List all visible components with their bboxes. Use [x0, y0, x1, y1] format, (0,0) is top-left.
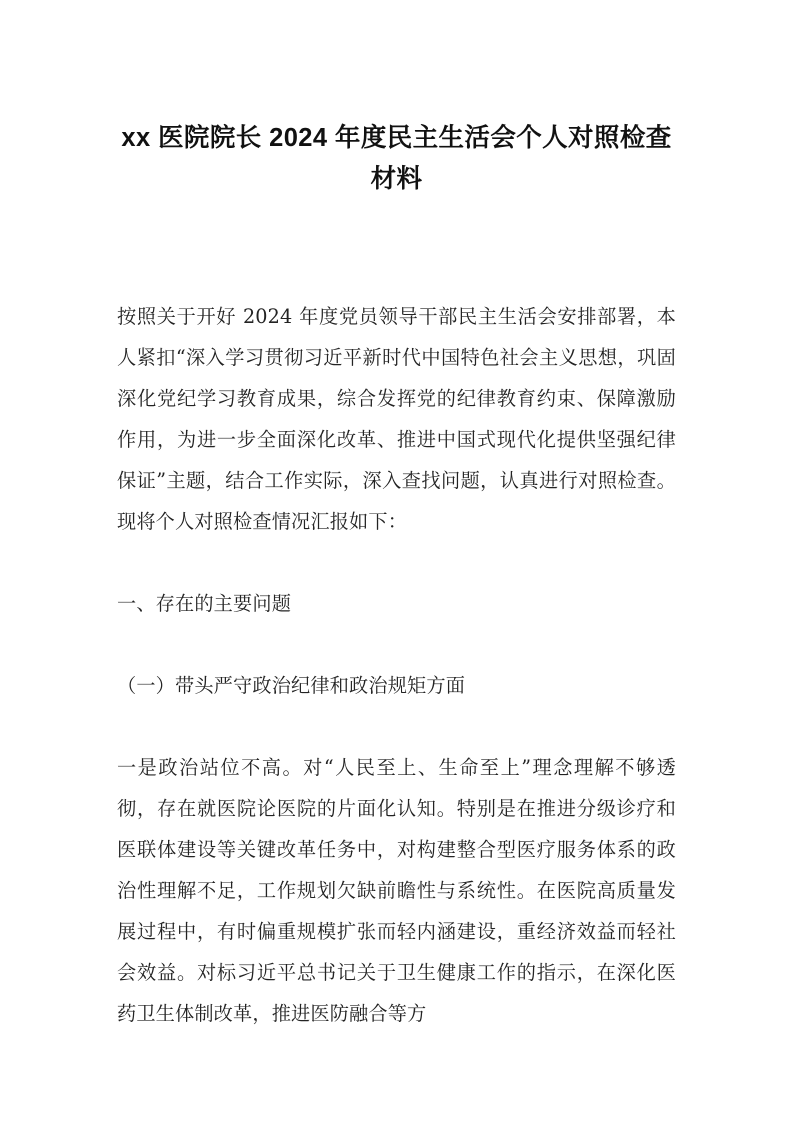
- intro-paragraph: 按照关于开好 2024 年度党员领导干部民主生活会安排部署，本人紧扣“深入学习贯彻习近平新时代中国特色社会主义思想，巩固深化党纪学习教育成果，综合发挥党的纪律教育约束、保障激励作用，为进一步全面深化改革、推进中国式现代化提供坚强纪律保证”主题，结合工作实际，深入查找问题，认真进行对照检查。现将个人对照检查情况汇报如下：: [117, 305, 676, 533]
- paragraph-spacer-2: [117, 624, 676, 665]
- paragraph-spacer-3: [117, 706, 676, 747]
- title-body-spacer: [117, 200, 676, 296]
- paragraph-spacer-1: [117, 542, 676, 583]
- section-heading-one-sub-a: （一）带头严守政治纪律和政治规矩方面: [117, 674, 466, 697]
- page-title: xx 医院院长 2024 年度民主生活会个人对照检查材料: [121, 124, 672, 193]
- section-heading-one: 一、存在的主要问题: [117, 592, 292, 615]
- body-paragraph-one: 一是政治站位不高。对“人民至上、生命至上”理念理解不够透彻，存在就医院论医院的片面化认知。特别是在推进分级诊疗和医联体建设等关键改革任务中，对构建整合型医疗服务体系的政治性理解不足，工作规划欠缺前瞻性与系统性。在医院高质量发展过程中，有时偏重规模扩张而轻内涵建设，重经济效益而轻社会效益。对标习近平总书记关于卫生健康工作的指示，在深化医药卫生体制改革，推进医防融合等方: [117, 756, 676, 1025]
- document-body: [117, 0, 676, 1034]
